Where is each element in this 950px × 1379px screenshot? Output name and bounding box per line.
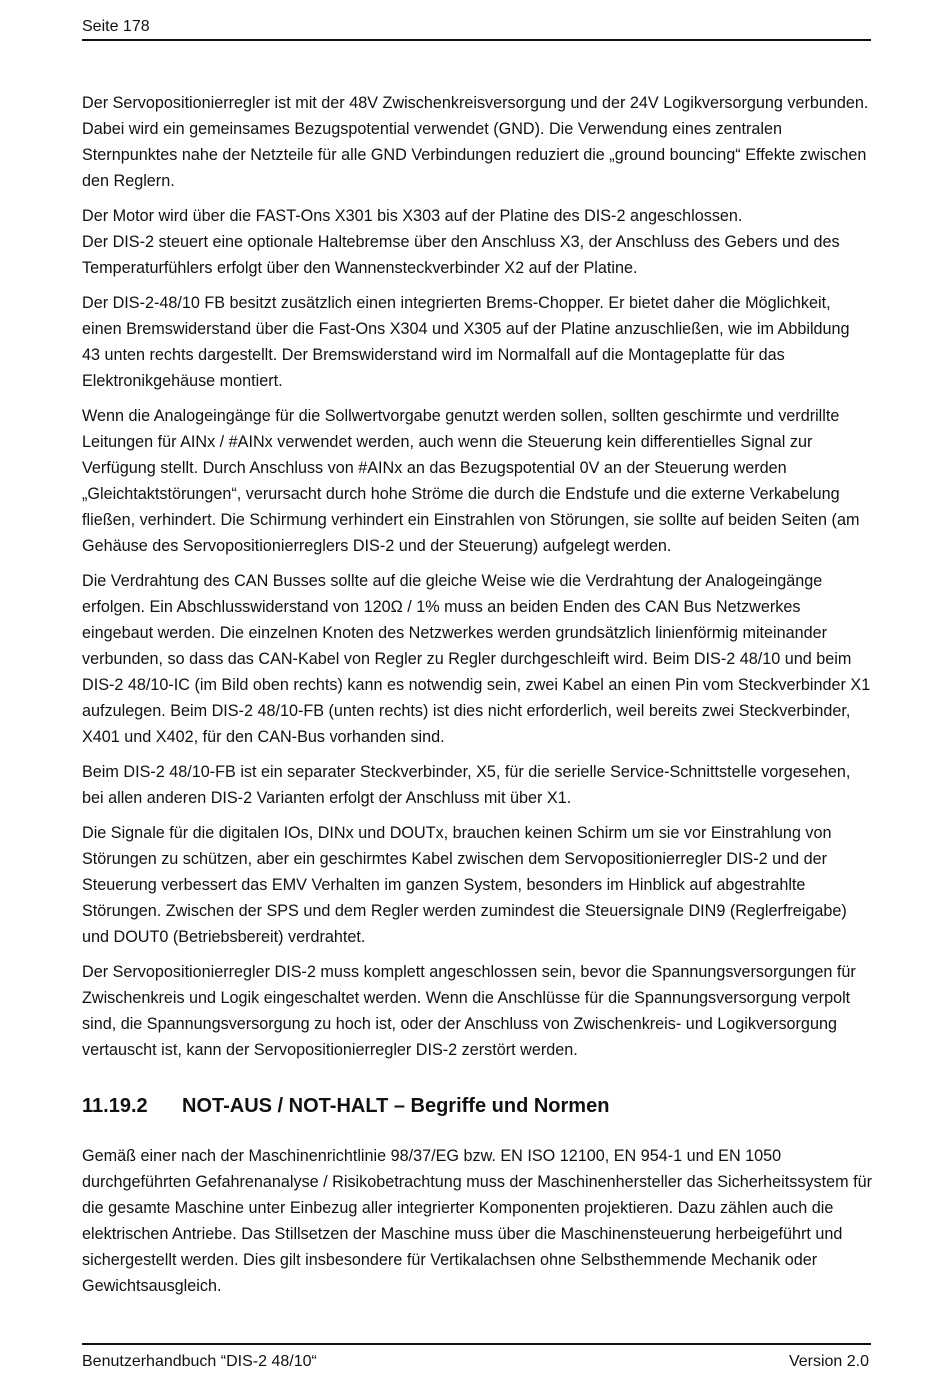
- page-footer: [82, 1353, 869, 1371]
- page-number: Seite 178: [82, 18, 150, 35]
- paragraph: Beim DIS-2 48/10-FB ist ein separater Steckverbinder, X5, für die serielle Service-Schnittstelle vorgesehen, bei allen anderen DIS-2 Varianten erfolgt der Anschluss mit über X1.: [82, 763, 851, 807]
- section-number: 11.19.2: [82, 1095, 148, 1117]
- manual-title: Benutzerhandbuch “DIS-2 48/10“: [82, 1353, 317, 1370]
- page-header: [82, 18, 870, 36]
- paragraph: Wenn die Analogeingänge für die Sollwertvorgabe genutzt werden sollen, sollten geschirmte und verdrillte Leitungen für AINx / #AINx verwendet werden, auch wenn die Steuerung kein differentielles Signal zur Verfügung stellt. Durch Anschluss von #AINx an das Bezugspotential 0V an der Steuerung werden „Gleichtaktstörungen“, verursacht durch hohe Ströme die durch die Endstufe und die externe Verkabelung fließen, verhindert. Die Schirmung verhindert ein Einstrahlen von Störungen, sie sollte auf beiden Seiten (am Gehäuse des Servopositionierreglers DIS-2 und der Steuerung) aufgelegt werden.: [82, 407, 860, 555]
- version-label: Version 2.0: [788, 1353, 869, 1370]
- paragraph: Der DIS-2 steuert eine optionale Haltebremse über den Anschluss X3, der Anschluss des Gebers und des Temperaturfühlers erfolgt über den Wannensteckverbinder X2 auf der Platine.: [82, 233, 840, 277]
- paragraph: Die Verdrahtung des CAN Busses sollte auf die gleiche Weise wie die Verdrahtung der Analogeingänge erfolgen. Ein Abschlusswiderstand von 120Ω / 1% muss an beiden Enden des CAN Bus Netzwerkes eingebaut werden. Die einzelnen Knoten des Netzwerkes werden grundsätzlich linienförmig miteinander verbunden, so dass das CAN-Kabel von Regler zu Regler durchgeschleift wird. Beim DIS-2 48/10 und beim DIS-2 48/10-IC (im Bild oben rechts) kann es notwendig sein, zwei Kabel an einen Pin vom Steckverbinder X1 aufzulegen. Beim DIS-2 48/10-FB (unten rechts) ist dies nicht erforderlich, weil bereits zwei Steckverbinder, X401 und X402, für den CAN-Bus vorhanden sind.: [82, 572, 871, 746]
- paragraph: Die Signale für die digitalen IOs, DINx und DOUTx, brauchen keinen Schirm um sie vor Einstrahlung von Störungen zu schützen, aber ein geschirmtes Kabel zwischen dem Servopositionierregler DIS-2 und der Steuerung verbessert das EMV Verhalten im ganzen System, besonders im Hinblick auf abgestrahlte Störungen. Zwischen der SPS und dem Regler werden zumindest die Steuersignale DIN9 (Reglerfreigabe) und DOUT0 (Betriebsbereit) verdrahtet.: [82, 824, 847, 946]
- header-divider: [82, 39, 871, 41]
- document-body: [82, 90, 872, 1308]
- section-heading: [82, 1093, 872, 1119]
- paragraph: Gemäß einer nach der Maschinenrichtlinie 98/37/EG bzw. EN ISO 12100, EN 954-1 und EN 1050 durchgeführten Gefahrenanalyse / Risikobetrachtung muss der Maschinenhersteller das Sicherheitssystem für die gesamte Maschine unter Einbezug aller integrierter Komponenten projektieren. Dazu zählen auch die elektrischen Antriebe. Das Stillsetzen der Maschine muss über die Maschinensteuerung herbeigeführt und sichergestellt werden. Dies gilt insbesondere für Vertikalachsen ohne Selbsthemmende Mechanik oder Gewichtsausgleich.: [82, 1147, 872, 1295]
- section-title: NOT-AUS / NOT-HALT – Begriffe und Normen: [182, 1095, 610, 1117]
- paragraph: Der DIS-2-48/10 FB besitzt zusätzlich einen integrierten Brems-Chopper. Er bietet daher die Möglichkeit, einen Bremswiderstand über die Fast-Ons X304 und X305 auf der Platine anzuschließen, wie im Abbildung 43 unten rechts dargestellt. Der Bremswiderstand wird im Normalfall auf die Montageplatte für das Elektronikgehäuse montiert.: [82, 294, 850, 390]
- paragraph: Der Servopositionierregler ist mit der 48V Zwischenkreisversorgung und der 24V Logikversorgung verbunden. Dabei wird ein gemeinsames Bezugspotential verwendet (GND). Die Verwendung eines zentralen Sternpunktes nahe der Netzteile für alle GND Verbindungen reduziert die „ground bouncing“ Effekte zwischen den Reglern.: [82, 94, 869, 190]
- footer-divider: [82, 1343, 871, 1345]
- paragraph: Der Motor wird über die FAST-Ons X301 bis X303 auf der Platine des DIS-2 angeschlossen.: [82, 207, 743, 225]
- paragraph: Der Servopositionierregler DIS-2 muss komplett angeschlossen sein, bevor die Spannungsversorgungen für Zwischenkreis und Logik eingeschaltet werden. Wenn die Anschlüsse für die Spannungsversorgung verpolt sind, die Spannungsversorgung zu hoch ist, oder der Anschluss von Zwischenkreis- und Logikversorgung vertauscht ist, kann der Servopositionierregler DIS-2 zerstört werden.: [82, 963, 856, 1059]
